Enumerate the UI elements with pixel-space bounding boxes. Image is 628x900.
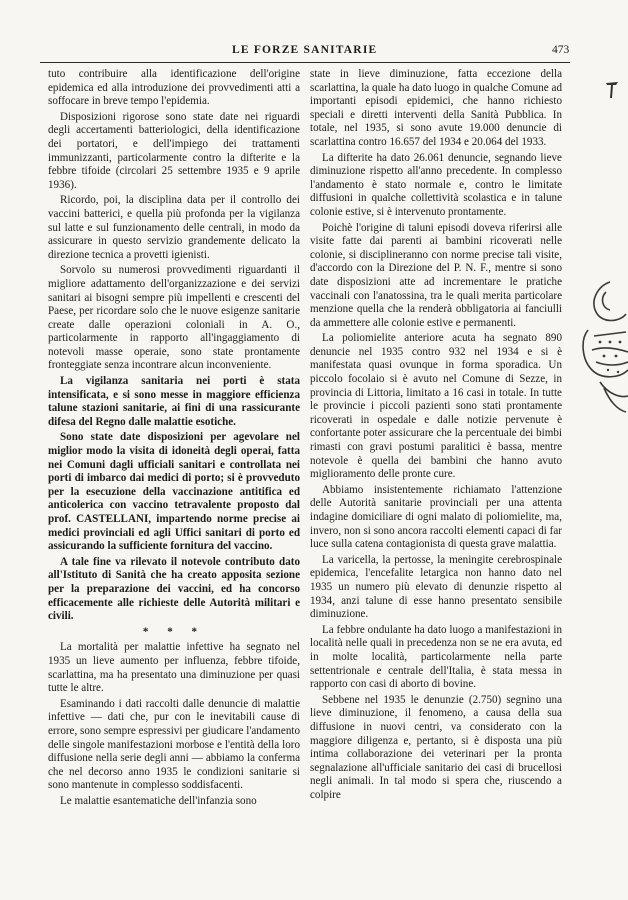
paragraph: Sono state date disposizioni per agevolare nel miglior modo la visita di idoneità degli operai, fatta nei Comuni dagli ufficiali sanitari e controllata nei porti di imbarco dai medici di porto; si è provveduto per la esecuzione della vaccinazione antitifica ed anticolerica con vaccino tetravalente proposto dal prof. CASTELLANI, impartendo norme precise ai medici provinciali ed agli Uffici sanitari di porto ed assicurando la sufficiente fornitura del vaccino. bbox=[48, 431, 300, 553]
paragraph: Esaminando i dati raccolti dalle denuncie di malattie infettive — dati che, pur con le inevitabili cause di errore, sono sempre espressivi per giudicare l'andamento delle singole manifestazioni morbose e l'entità della loro diffusione nella serie degli anni — abbiamo la conferma che nel decorso anno 1935 le condizioni sanitarie si sono mantenute in complesso soddisfacenti. bbox=[48, 697, 300, 792]
paragraph: tuto contribuire alla identificazione dell'origine epidemica ed alla introduzione dei provvedimenti atti a soffocare in breve tempo l'epidemia. bbox=[48, 68, 300, 108]
paragraph: state in lieve diminuzione, fatta eccezione della scarlattina, la quale ha dato luogo in qualche Comune ad importanti episodi epidemici, che hanno richiesto speciali e diretti interventi della Sanità Pubblica. In totale, nel 1935, si sono avute 19.000 denuncie di scarlattina contro 16.657 del 1934 e 20.064 del 1933. bbox=[310, 68, 562, 148]
paragraph: Sebbene nel 1935 le denunzie (2.750) segnino una lieve diminuzione, il fenomeno, a causa della sua diffusione in nuovi centri, va considerato con la maggiore diligenza e, pertanto, si è disposta una più intima collaborazione dei veterinari per la pronta segnalazione all'ufficiale sanitario dei casi di brucellosi negli animali. In tal modo si spera che, riuscendo a colpire bbox=[310, 693, 562, 801]
header-rule bbox=[40, 62, 570, 63]
page-number: 473 bbox=[552, 44, 570, 56]
running-header bbox=[0, 40, 628, 62]
paragraph: Poichè l'origine di taluni episodi doveva riferirsi alle visite fatte dai parenti ai bambini ricoverati nelle colonie, si disciplineranno con norme precise tali visite, d'accordo con la Direzione del P. N. F., mentre si sono date disposizioni atte ad incrementare le pratiche vaccinali con l'anatossina, tra le quali merita particolare menzione quella che la renderà obbligatoria ai fanciulli da ammettere alle colonie estive e permanenti. bbox=[310, 221, 562, 329]
paragraph: La difterite ha dato 26.061 denuncie, segnando lieve diminuzione rispetto all'anno precedente. In complesso l'andamento è stato normale e, contro le limitate diffusioni in qualche collettività scolastica e in talune colonie estive, si è intervenuto prontamente. bbox=[310, 151, 562, 218]
paragraph: La varicella, la pertosse, la meningite cerebrospinale epidemica, l'encefalite letargica non hanno dato nel 1935 un numero più elevato di denunzie rispetto al 1934, anzi talune di esse hanno presentato sensibile diminuzione. bbox=[310, 553, 562, 621]
paragraph: Ricordo, poi, la disciplina data per il controllo dei vaccini batterici, e quella più profonda per la vigilanza sul latte e sul funzionamento delle centrali, in modo da assicurare in questo servizio grandemente delicato la direzione tecnica a provetti igienisti. bbox=[48, 194, 300, 261]
paragraph: Sorvolo su numerosi provvedimenti riguardanti il migliore adattamento dell'organizzazione e dei servizi sanitari ai bisogni sempre più impellenti e crescenti del Paese, per ricordare solo che le nuove esigenze sanitarie create dalle operazioni coloniali in A. O., particolarmente in rapporto all'ingaggiamento di notevoli masse operaie, sono state prontamente fronteggiate senza incontrare alcun inconveniente. bbox=[48, 264, 300, 372]
paragraph: Disposizioni rigorose sono state date nei riguardi degli accertamenti batteriologici, della identificazione dei portatori, e dell'impiego dei trattamenti immunizzanti, particolarmente contro la difterite e la febbre tifoide (circolari 25 settembre 1935 e 9 aprile 1936). bbox=[48, 110, 300, 191]
paragraph: A tale fine va rilevato il notevole contributo dato all'Istituto di Sanità che ha creato apposita sezione per la preparazione dei vaccini, ed ha concorso efficacemente alle richieste delle Autorità militari e civili. bbox=[48, 555, 300, 623]
paragraph: La febbre ondulante ha dato luogo a manifestazioni in località nelle quali in precedenza non se ne era avuta, ed in molte località, particolarmente nella parte settentrionale e centrale dell'Italia, è stata messa in rapporto con casi di aborto di bovine. bbox=[310, 623, 562, 691]
margin-mark-icon bbox=[604, 80, 620, 100]
paragraph: La poliomielite anteriore acuta ha segnato 890 denuncie nel 1935 contro 932 nel 1934 e si è manifestata quasi ovunque in forma sporadica. Un piccolo focolaio si è avuto nel Comune di Sezze, in provincia di Littoria, limitato a 16 casi in totale. In tutte le provincie i piccoli pazienti sono stati prontamente ricoverati in ospedale e dalle notizie pervenute è confortante poter assicurare che la percentuale dei bimbi rimasti con gravi postumi paralitici è bassa, mentre notevole è quella dei bambini che hanno avuto miglioramento delle pronte cure. bbox=[310, 332, 562, 481]
paragraph: Abbiamo insistentemente richiamato l'attenzione delle Autorità sanitarie provinciali per una attenta indagine domiciliare di ogni malato di poliomielite, ma, invero, non si sono ancora raccolti elementi capaci di far luce sulla catena contagionista di questa grave malattia. bbox=[310, 483, 562, 551]
right-column bbox=[310, 68, 562, 804]
paragraph: La vigilanza sanitaria nei porti è stata intensificata, e si sono messe in maggiore efficienza talune stazioni sanitarie, ai fini di una rassicurante difesa del Regno dalle malattie esotiche. bbox=[48, 375, 300, 428]
paragraph: La mortalità per malattie infettive ha segnato nel 1935 un lieve aumento per influenza, febbre tifoide, scarlattina, ma ha presentato una diminuzione per quasi tutte le altre. bbox=[48, 641, 300, 695]
left-column bbox=[48, 68, 300, 810]
section-separator: * * * bbox=[142, 625, 206, 638]
paragraph: Le malattie esantematiche dell'infanzia sono bbox=[60, 794, 257, 807]
running-title: LE FORZE SANITARIE bbox=[232, 44, 378, 56]
library-stamp-icon bbox=[570, 270, 628, 420]
